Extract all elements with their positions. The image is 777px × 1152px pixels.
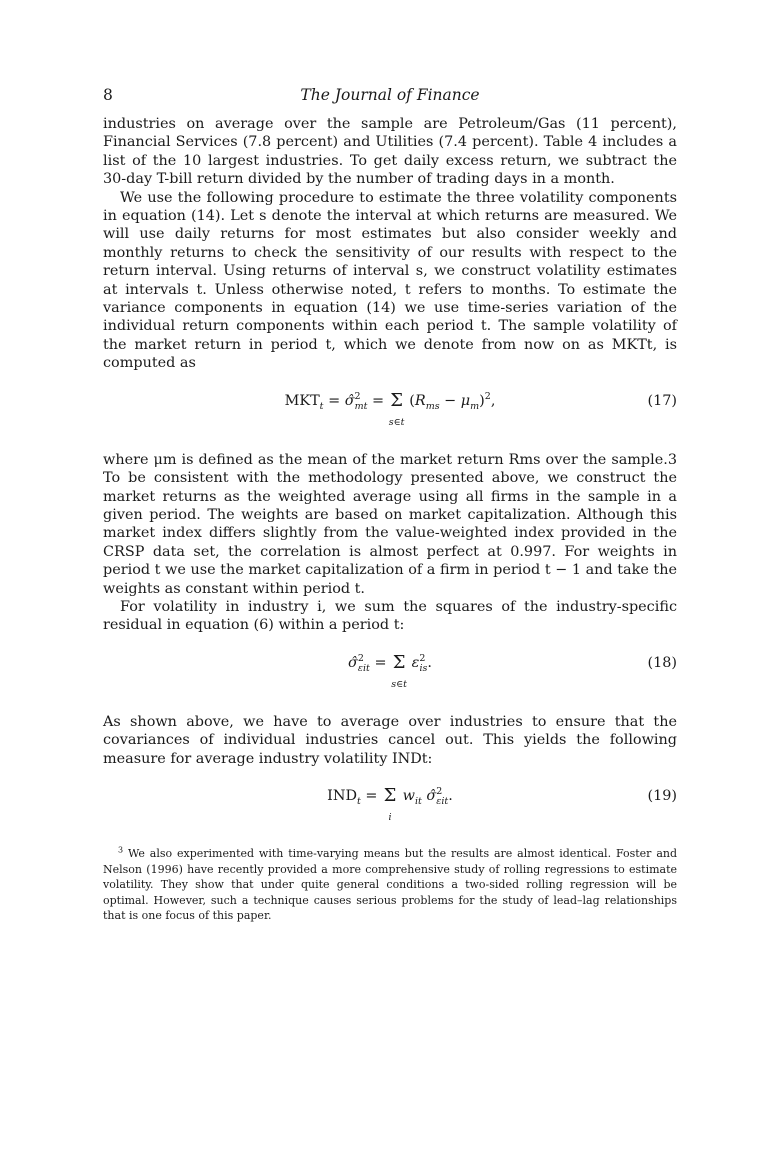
paragraph-4: For volatility in industry i, we sum the squares of the industry-specific residual in equation (6) within a period t: [103,598,677,634]
equation-17-expression: $MKT_t$ = σ̂$^2_{mt}$ = Σ s∈t $(R_{ms} - \mu_m)^2$, [284,389,496,428]
footnote-3 [103,846,677,924]
running-header [103,86,677,108]
paragraph-5: As shown above, we have to average over industries to ensure that the covariances of individual industries cancel out. This yields the following measure for average industry volatility INDt: [103,713,677,767]
equation-18-number: (18) [647,654,677,671]
equation-17 [103,387,677,433]
paragraph-2: We use the following procedure to estimate the three volatility components in equation (14). Let s denote the interval at which returns are measured. We will use daily returns for most estimates but also consider weekly and monthly returns to check the sensitivity of our results with respect to the return interval. Using returns of interval s, we construct volatility estimates at intervals t. Unless otherwise noted, t refers to months. To estimate the variance components in equation (14) we use time-series variation of the individual return components within each period t. The sample volatility of the market return in period t, which we denote from now on as MKTt, is computed as [103,189,677,372]
equation-18 [103,649,677,695]
body-text [103,115,677,828]
equation-18-expression: σ̂$^2_{\varepsilon it}$ = Σ s∈t $\varepsilon^2_{is}$. [348,651,432,690]
equation-19-number: (19) [647,787,677,804]
paragraph-1: industries on average over the sample are Petroleum/Gas (11 percent), Financial Services (7.8 percent) and Utilities (7.4 percent). Table 4 includes a list of the 10 largest industries. To get daily excess return, we subtract the 30-day T-bill return divided by the number of trading days in a month. [103,116,677,188]
footnote-marker: 3 [118,845,124,855]
journal-title: The Journal of Finance [300,86,480,104]
equation-19-expression: $IND_t = \Sigma$ i $w_{it}$ σ̂$^2_{\varepsilon it}$. [327,784,453,823]
equation-17-number: (17) [647,392,677,409]
page-number: 8 [103,86,113,104]
footnote-text: We also experimented with time-varying means but the results are almost identical. Foster and Nelson (1996) have recently provided a more comprehensive study of rolling regressions to estimate volatility. They show that under quite general conditions a two-sided rolling regression will be optimal. However, such a technique causes serious problems for the study of lead–lag relationships that is one focus of this paper. [103,846,677,923]
equation-19 [103,782,677,828]
paragraph-3: where μm is defined as the mean of the market return Rms over the sample.3 To be consistent with the methodology presented above, we construct the market returns as the weighted average using all firms in the sample in a given period. The weights are based on market capitalization. Although this market index differs slightly from the value-weighted index provided in the CRSP data set, the correlation is almost perfect at 0.997. For weights in period t we use the market capitalization of a firm in period t − 1 and take the weights as constant within period t. [103,451,677,597]
journal-page [103,86,677,924]
